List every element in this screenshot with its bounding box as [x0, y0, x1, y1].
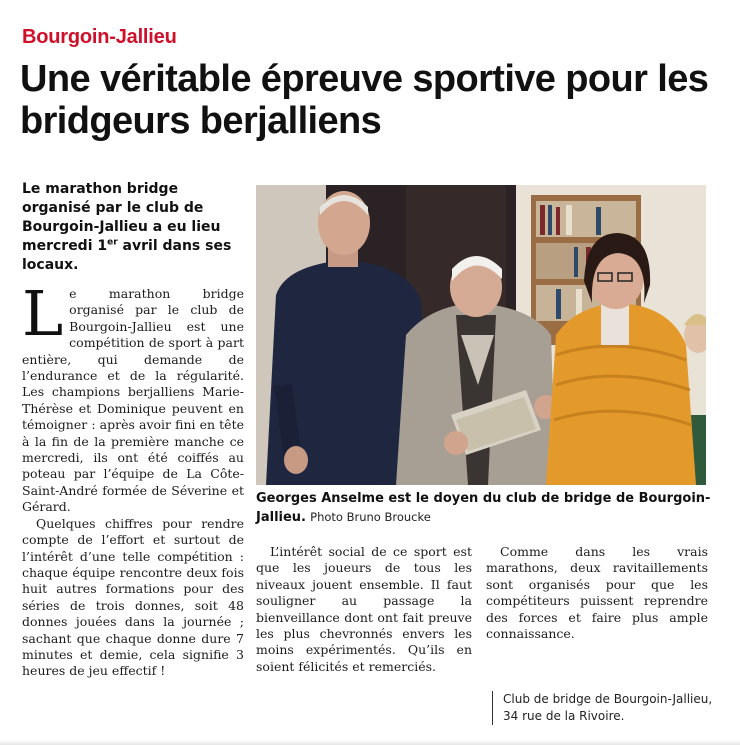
club-address: Club de bridge de Bourgoin-Jallieu, 34 rue de la Rivoire. [492, 691, 723, 725]
photo-illustration [256, 185, 706, 485]
article-lead [22, 180, 244, 275]
section-label: Bourgoin-Jallieu [22, 26, 177, 48]
lead-text-start: Le marathon bridge organisé par le club de Bourgoin-Jallieu a eu lieu mercredi 1 [22, 181, 221, 254]
lead-ordinal: er [107, 237, 118, 248]
photo-caption [256, 490, 712, 527]
page-bottom-edge [0, 740, 740, 745]
article-column-1 [22, 277, 244, 731]
paragraph-1 [22, 277, 244, 516]
paragraph-2: Quelques chiffres pour rendre compte de l’effort et surtout de l’intérêt d’une telle compétition : chaque équipe rencontre deux fois huit autres formations pour des séries de trois donnes, soit 48 donnes jouées dans la journée ; sachant que chaque donne dure 7 minutes et demie, cela signifie 3 heures de jeu effectif ! [22, 515, 244, 679]
paragraph-4: Comme dans les vrais marathons, deux ravitaillements sont organisés pour que les compétiteurs puissent reprendre des forces et faire plus ample connaissance. [486, 544, 708, 642]
lead-text-end: avril dans ses locaux. [22, 238, 232, 273]
paragraph-3: L’intérêt social de ce sport est que les joueurs de tous les niveaux jouent ensemble. Il faut souligner au passage la bienveillance dont ont fait preuve les plus chevronnés envers les moins expérimentés. Qu’ils en soient félicités et remerciés. [256, 544, 472, 674]
photo-credit: Photo Bruno Broucke [310, 510, 431, 524]
paragraph-1-text: e marathon bridge organisé par le club de Bourgoin-Jallieu est une compétition de sport à part entière, qui demande de l’endurance et de la régularité. Les champions berjalliens Marie-Thérèse et Dominique peuvent en témoigner : après avoir fini en tête à la fin de la première manche ce mercredi, ils ont été coiffés au poteau par l’équipe de La Côte-Saint-André formée de Séverine et Gérard. [22, 286, 244, 515]
caption-text: Georges Anselme est le doyen du club de bridge de Bourgoin-Jallieu. [256, 491, 711, 525]
article-photo [256, 185, 706, 485]
article-column-3 [486, 544, 708, 642]
drop-cap: L [22, 277, 64, 350]
article-headline: Une véritable épreuve sportive pour les bridgeurs berjalliens [20, 58, 709, 142]
article-column-2 [256, 544, 472, 675]
